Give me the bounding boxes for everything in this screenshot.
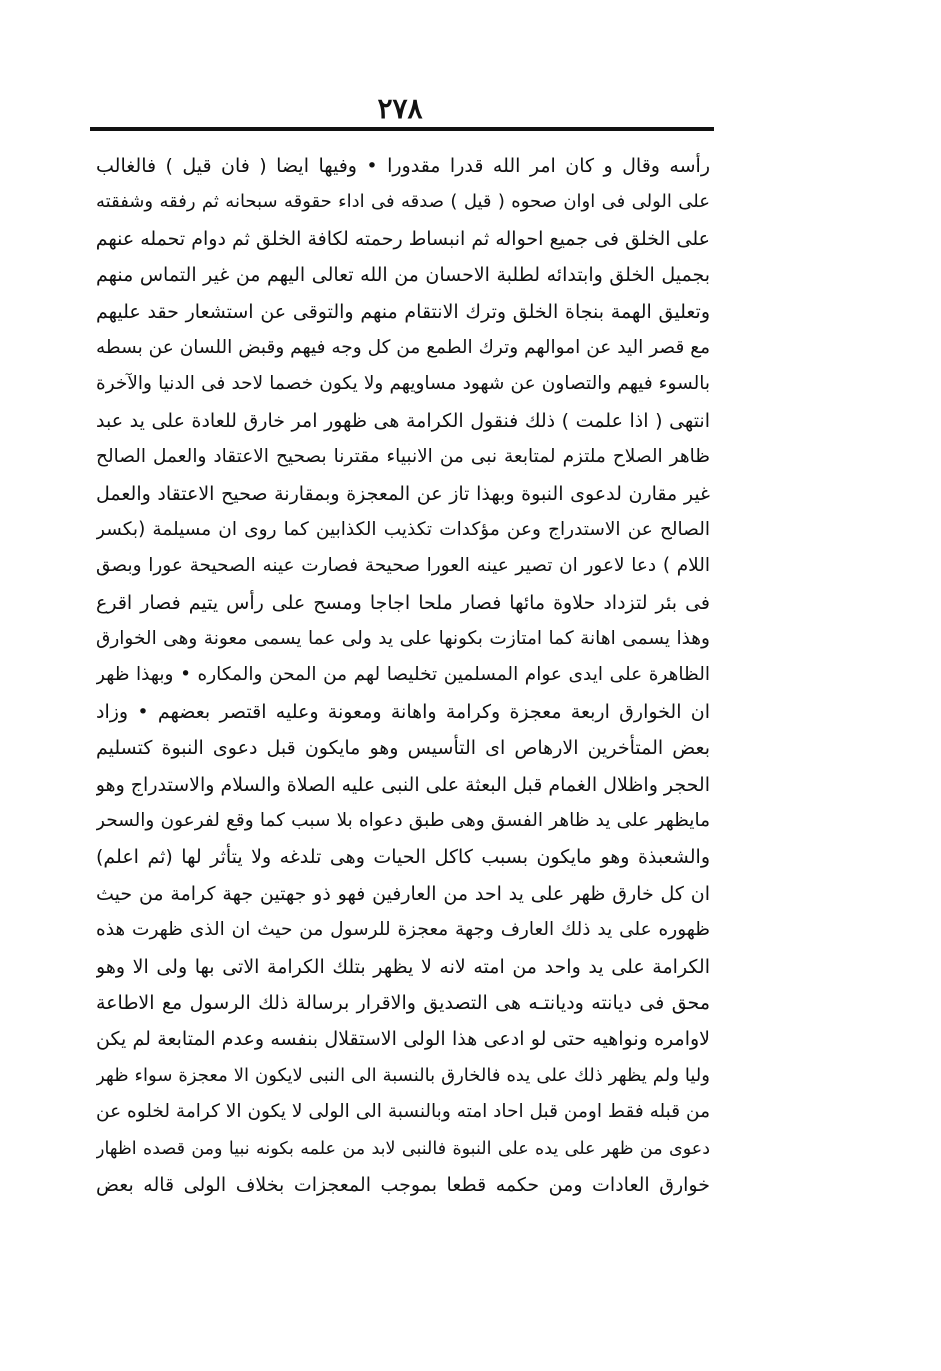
text-line: دعوى من ظهر على يده على النبوة فالنبى لابد من علمه بكونه نبيا ومن قصده اظهار — [96, 1138, 710, 1159]
text-line: لاوامره ونواهيه حتى لو ادعى هذا الولى الاستقلال بنفسه وعدم المتابعة لم يكن — [96, 1028, 710, 1051]
text-line: ان كل خارق ظهر على يد احد من العارفين فهو ذو جهتين جهة كرامة من حيث — [96, 882, 710, 905]
text-line: وهذا يسمى اهانة كما امتازت بكونها على يد ولى عما يسمى معونة وهى الخوارق — [96, 628, 710, 650]
text-line: وتعليق الهمة بنجاة الخلق وترك الانتقام منهم والتوقى عن استشعار حقد عليهم — [96, 300, 710, 323]
text-line: غير مقارن لدعوى النبوة وبهذا تاز عن المعجزة وبمقارنة صحيح الاعتقاد والعمل — [96, 482, 710, 505]
text-line: الحجر واظلال الغمام قبل البعثة على النبى عليه الصلاة والسلام والاستدراج وهو — [96, 773, 710, 796]
text-line: فى بئر لتزداد حلاوة مائها فصار ملحا اجاجا ومسح على رأس يتيم فصار اقرع — [96, 591, 710, 614]
header-rule — [90, 127, 714, 131]
text-line: بجميل الخلق وابتدائه لطلبة الاحسان من الله تعالى اليهم من غير التماس منهم — [96, 264, 710, 287]
text-line: اللام ) دعا لاعور ان تصير عينه العورا صحيحة فصارت عينه الصحيحة عورا وبصق — [96, 555, 710, 577]
text-line: على الولى فى اوان صحوه ( قيل ) صدقه فى اداء حقوقه سبحانه ثم رفقه وشفقته — [96, 191, 710, 213]
text-line: خوارق العادات ومن حكمه قطعا بموجب المعجزات بخلاف الولى قاله بعض — [96, 1173, 710, 1196]
text-line: على الخلق فى جميع احواله ثم انبساط رحمته لكافة الخلق ثم دوام تحمله عنهم — [96, 227, 710, 250]
text-line: ظاهر الصلاح ملتزم لمتابعة نبى من الانبياء مقترنا بصحيح الاعتقاد والعمل الصالح — [96, 446, 710, 468]
page-number: ٢٧٨ — [377, 92, 423, 125]
text-line: رأسه وقال و كان امر الله قدرا مقدورا • وفيها ايضا ( فان قيل ) فالغالب — [96, 155, 710, 177]
text-line: انتهى ( اذا علمت ) ذلك فنقول الكرامة هى ظهور امر خارق للعادة على يد عبد — [96, 409, 710, 432]
text-line: بالسوء فيهم والتصاون عن شهود مساويهم ولا يكون خصما لاحد فى الدنيا والآخرة — [96, 373, 710, 395]
text-line: الظاهرة على ايدى عوام المسلمين تخليصا لهم من المحن والمكاره • وبهذا ظهر — [96, 664, 710, 686]
text-line: الكرامة على يد واحد من امته لانه لا يظهر بتلك الكرامة الاتى بها ولى الا وهو — [96, 955, 710, 978]
text-line: بعض المتأخرين الارهاص اى التأسيس وهو مايكون قبل دعوى النبوة كتسليم — [96, 737, 710, 760]
text-line: محق فى ديانته وديانتـه هى التصديق والاقرار برسالة ذلك الرسول مع الاطاعة — [96, 991, 710, 1014]
text-line: وليا ولم يظهر ذلك على يده فالخارق بالنسبة الى النبى لايكون الا معجزة سواء ظهر — [96, 1064, 710, 1086]
text-line: الصالح عن الاستدراج وعن مؤكدات تكذيب الكذابين كما روى ان مسيلمة (بكسر — [96, 518, 710, 540]
body-text — [96, 148, 710, 1203]
text-line: ان الخوارق اربعة معجزة وكرامة واهانة ومعونة وعليه اقتصر بعضهم • وزاد — [96, 700, 710, 723]
text-line: مايظهر على يد ظاهر الفسق وهى طبق دعواه بلا سبب كما وقع لفرعون والسحر — [96, 810, 710, 832]
text-line: ظهوره على يد ذلك العارف وجهة معجزة للرسول من حيث ان الذى ظهرت هذه — [96, 919, 710, 941]
text-line: من قبله فقط اومن قبل احاد امته وبالنسبة الى الولى لا يكون الا كرامة لخلوه عن — [96, 1101, 710, 1123]
text-line: مع قصر اليد عن اموالهم وترك الطمع من كل وجه فيهم وقبض اللسان عن بسطه — [96, 336, 710, 358]
text-line: والشعبذة وهو مايكون بسبب كاكل الحيات وهى تلدغه ولا يتأثر لها (ثم اعلم) — [96, 846, 710, 869]
